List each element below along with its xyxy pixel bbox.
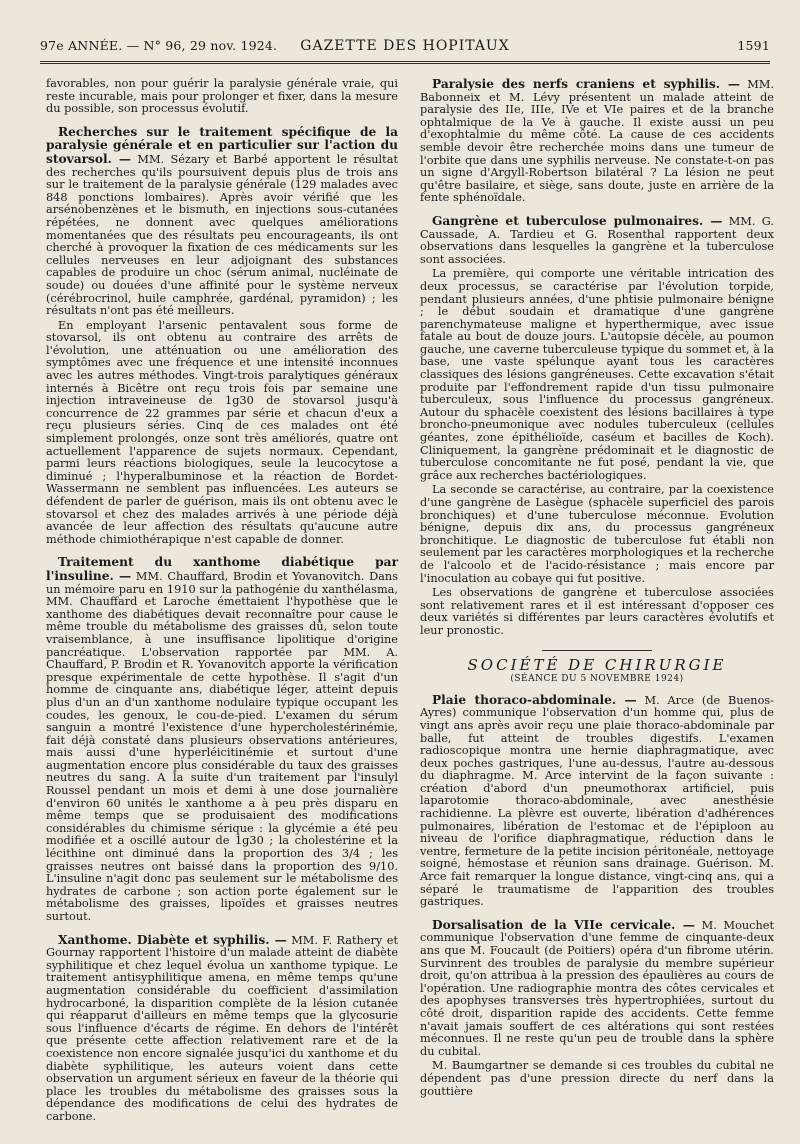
article-heading: Dorsalisation de la VIIe cervicale. —: [432, 917, 695, 932]
article-heading: Plaie thoraco-abdominale. —: [432, 692, 637, 707]
article-paragraph: [420, 694, 774, 909]
article-section: [46, 934, 398, 1124]
article-text: MM. Sézary et Barbé apportent le résultat des recherches qu'ils poursuivent depuis plus de trois ans sur le traitement de la paralysie générale (129 malades avec 848 ponctions lombaires). Après avoir vérifié que les arsénobenzènes et le bismuth, en injections sous-cutanées répétées, ne donnent avec quelques améliorations momentanées que des résultats peu encourageants, ils ont cherché à provoquer la fixation de ces médicaments sur les cellules nerveuses en leur adjoignant des substances capables de produire un choc (sérum animal, nucléinate de soude) ou douées d'une affinité pour le système nerveux (cérébrocrinol, huile camphrée, gardénal, pyramidon) ; les résultats n'ont pas été meilleurs.: [46, 152, 398, 318]
right-column-bottom: [420, 694, 774, 1098]
seance-date: (SÉANCE DU 5 NOVEMBRE 1924): [510, 674, 684, 685]
section-divider: [542, 650, 652, 651]
article-section: [46, 556, 398, 923]
article-section: [46, 126, 398, 547]
article-heading: Recherches sur le traitement spécifique de la paralysie générale et en particulier sur l'action du stovarsol. —: [46, 124, 398, 166]
left-column: [46, 78, 398, 1126]
society-title: SOCIÉTÉ DE CHIRURGIE: [467, 655, 727, 674]
article-text: MM. F. Rathery et Gournay rapportent l'histoire d'un malade atteint de diabète syphilitique et chez lequel évolua un xanthome typique. Le traitement antisyphilitique amena, en même temps qu'une augmentation considérable du coefficient d'assimilation hydrocarboné, la disparition complète de la lésion cutanée qui réapparut d'ailleurs en même temps que la glycosurie sous l'influence d'écarts de régime. En dehors de l'intérêt que présente cette affection relativement rare et de la coexistence non encore signalée jusqu'ici du xanthome et du diabète syphilitique, les auteurs voient dans cette observation un argument sérieux en faveur de la théorie qui place les troubles du métabolisme des graisses sous la dépendance des modifications de celui des hydrates de carbone.: [46, 933, 398, 1123]
article-paragraph: favorables, non pour guérir la paralysie générale vraie, qui reste incurable, mais pour prolonger et fixer, dans la mesure du possible, son processus évolutif.: [46, 77, 398, 116]
issue-info: 97e ANNÉE. — N° 96, 29 nov. 1924.: [40, 38, 278, 53]
article-text: M. Mouchet communique l'observation d'une femme de cinquante-deux ans que M. Foucault (de Poitiers) opéra d'un fibrome utérin. Survinrent des troubles de paralysie du membre supérieur droit, qu'on attribua à la pression des épaulières au cours de l'opération. Une radiographie montra des côtes cervicales et des apophyses transverses très hypertrophiées, surtout du côté droit, disparition rapide des accidents. Cette femme n'avait jamais souffert de ces altérations qui sont restées méconnues. Il ne reste qu'un peu de trouble dans la sphère du cubital.: [420, 918, 774, 1058]
article-text: MM. G. Caussade, A. Tardieu et G. Rosenthal rapportent deux observations dans lesquelles la gangrène et la tuberculose sont associées.: [420, 214, 774, 266]
article-paragraph: En employant l'arsenic pentavalent sous forme de stovarsol, ils ont obtenu au contraire des arrêts de l'évolution, une atténuation ou une amélioration des symptômes avec une fréquence et une intensité inconnues avec les autres méthodes. Vingt-trois paralytiques généraux internés à Bicêtre ont reçu trois fois par semaine une injection intraveineuse de 1g30 de stovarsol jusqu'à concurrence de 22 grammes par série et chacun d'eux a reçu plusieurs séries. Cinq de ces malades ont été simplement prolongés, onze sont très améliorés, quatre ont actuellement l'apparence de sujets normaux. Cependant, parmi leurs réactions biologiques, seule la leucocytose a diminué ; l'hyperalbuminose et la réaction de Bordet-Wassermann ne semblent pas influencées. Les auteurs se défendent de parler de guérison, mais ils ont obtenu avec le stovarsol et chez des malades arrivés à une période déjà avancée de leur affection des résultats qu'aucune autre méthode chimiothérapique n'est capable de donner.: [46, 318, 398, 546]
header-rule: [40, 61, 770, 64]
article-paragraph: La première, qui comporte une véritable intrication des deux processus, se caractérise par l'évolution torpide, pendant plusieurs années, d'une phtisie pulmonaire bénigne ; le début soudain et dramatique d'une gangrène parenchymateuse maligne et hyperthermique, avec issue fatale au bout de douze jours. L'autopsie décèle, au poumon gauche, une caverne tuberculeuse typique du sommet et, à la base, une vaste spélunque ayant tous les caractères classiques des lésions gangréneuses. Cette excavation s'était produite par l'effondrement rapide d'un tissu pulmonaire tuberculeux, sous l'influence du processus gangréneux. Autour du sphacèle coexistent des lésions bacillaires à type broncho-pneumonique avec nodules tuberculeux (cellules géantes, zone épithélioïde, caséum et bacilles de Koch). Cliniquement, la gangrène prédominait et le diagnostic de tuberculose concomitante ne fut posé, pendant la vie, que grâce aux recherches bactériologiques.: [420, 267, 774, 482]
article-section: [420, 215, 774, 638]
article-paragraph: M. Baumgartner se demande si ces troubles du cubital ne dépendent pas d'une pression directe du nerf dans la gouttière: [420, 1059, 774, 1098]
publication-title: GAZETTE DES HOPITAUX: [300, 38, 510, 54]
article-paragraph: Les observations de gangrène et tuberculose associées sont relativement rares et il est intéressant d'opposer ces deux variétés si différentes par leurs caractères évolutifs et leur pronostic.: [420, 586, 774, 637]
article-heading: Paralysie des nerfs craniens et syphilis. —: [432, 77, 741, 91]
article-paragraph: [420, 78, 774, 205]
article-text: M. Arce (de Buenos-Ayres) communique l'observation d'un homme qui, plus de vingt ans après avoir reçu une plaie thoraco-abdominale par balle, fut atteint de troubles digestifs. L'examen radioscopique montra une hernie diaphragmatique, avec deux poches gastriques, l'une au-dessus, l'autre au-dessous du diaphragme. M. Arce intervint de la façon suivante : création d'abord d'un pneumothorax artificiel, puis laparotomie thoraco-abdominale, avec anesthésie rachidienne. La plèvre est ouverte, libération d'adhérences pulmonaires, libération de l'estomac et de l'épiploon au niveau de l'orifice diaphragmatique, réduction dans le ventre, fermeture de la petite incision péritonéale, nettoyage soigné, hémostase et réunion sans drainage. Guérison. M. Arce fait remarquer la longue distance, vingt-cinq ans, qui a séparé le traumatisme de l'apparition des troubles gastriques.: [420, 693, 775, 909]
article-paragraph: [46, 934, 398, 1124]
article-paragraph: [420, 919, 774, 1059]
article-paragraph: [46, 126, 398, 318]
right-column: [420, 78, 774, 1100]
article-section: [420, 78, 774, 205]
right-column-top: [420, 78, 774, 638]
article-heading: Gangrène et tuberculose pulmonaires. —: [432, 213, 723, 228]
page-number: 1591: [737, 38, 770, 53]
article-text: MM. Babonneix et M. Lévy présentent un malade atteint de paralysie des IIe, IIIe, IVe et VIe paires et de la branche ophtalmique de la Ve à gauche. Il existe aussi un peu d'exophtalmie du même côté. La cause de ces accidents semble devoir être recherchée moins dans une tumeur de l'orbite que dans une syphilis nerveuse. Ne constate-t-on pas un signe d'Argyll-Robertson bilatéral ? La lésion ne peut qu'être basilaire, et siège, sans doute, juste en arrière de la fente sphénoïdale.: [420, 78, 774, 205]
article-heading: Traitement du xanthome diabétique par l'insuline. —: [46, 555, 398, 583]
article-section: [46, 78, 398, 116]
article-text: MM. Chauffard, Brodin et Yovanovitch. Dans un mémoire paru en 1910 sur la pathogénie du xanthélasma, MM. Chauffard et Laroche émettaient l'hypothèse que le xanthome des diabétiques devait reconnaître pour cause le même trouble du métabolisme des graisses dû, selon toute vraisemblance, à une insuffisance lipolitique d'origine pancréatique. L'observation rapportée par MM. A. Chauffard, P. Brodin et R. Yovanovitch apporte la vérification presque expérimentale de cette hypothèse. Il s'agit d'un homme de cinquante ans, diabétique léger, atteint depuis plus d'un an d'un xanthome nodulaire typique occupant les coudes, les genoux, le cou-de-pied. L'examen du sérum sanguin a montré l'existence d'une hypercholestérinémie, fait déjà constaté dans plusieurs observations antérieures, mais aussi d'une hyperléicitinémie et surtout d'une augmentation encore plus considérable du taux des graisses neutres du sang. A la suite d'un traitement par l'insulyl Roussel pendant un mois et demi à une dose journalière d'environ 60 unités le xanthome a à peu près disparu en même temps que se produisaient des modifications considérables du chimisme sérique : la glycémie a été peu modifiée et a oscillé autour de 1g30 ; la cholestérine et la lécithine ont diminué dans la proportion des 3/4 ; les graisses neutres ont baissé dans la proportion des 9/10. L'insuline n'agit donc pas seulement sur le métabolisme des hydrates de carbone ; son action porte également sur le métabolisme des graisses, lipoïdes et graisses neutres surtout.: [46, 569, 398, 923]
article-heading: Xanthome. Diabète et syphilis. —: [58, 932, 287, 947]
article-paragraph: [420, 215, 774, 266]
article-paragraph: La seconde se caractérise, au contraire, par la coexistence d'une gangrène de Lasègue (sphacèle superficiel des parois bronchiques) et d'une tuberculose méconnue. Evolution bénigne, depuis dix ans, du processus gangréneux bronchitique. Le diagnostic de tuberculose fut établi non seulement par les caractères morphologiques et la recherche de l'alcoolo et de l'acido-résistance ; mais encore par l'inoculation au cobaye qui fut positive.: [420, 483, 774, 585]
article-paragraph: [46, 556, 398, 923]
article-section: [420, 919, 774, 1098]
article-section: [420, 694, 774, 909]
